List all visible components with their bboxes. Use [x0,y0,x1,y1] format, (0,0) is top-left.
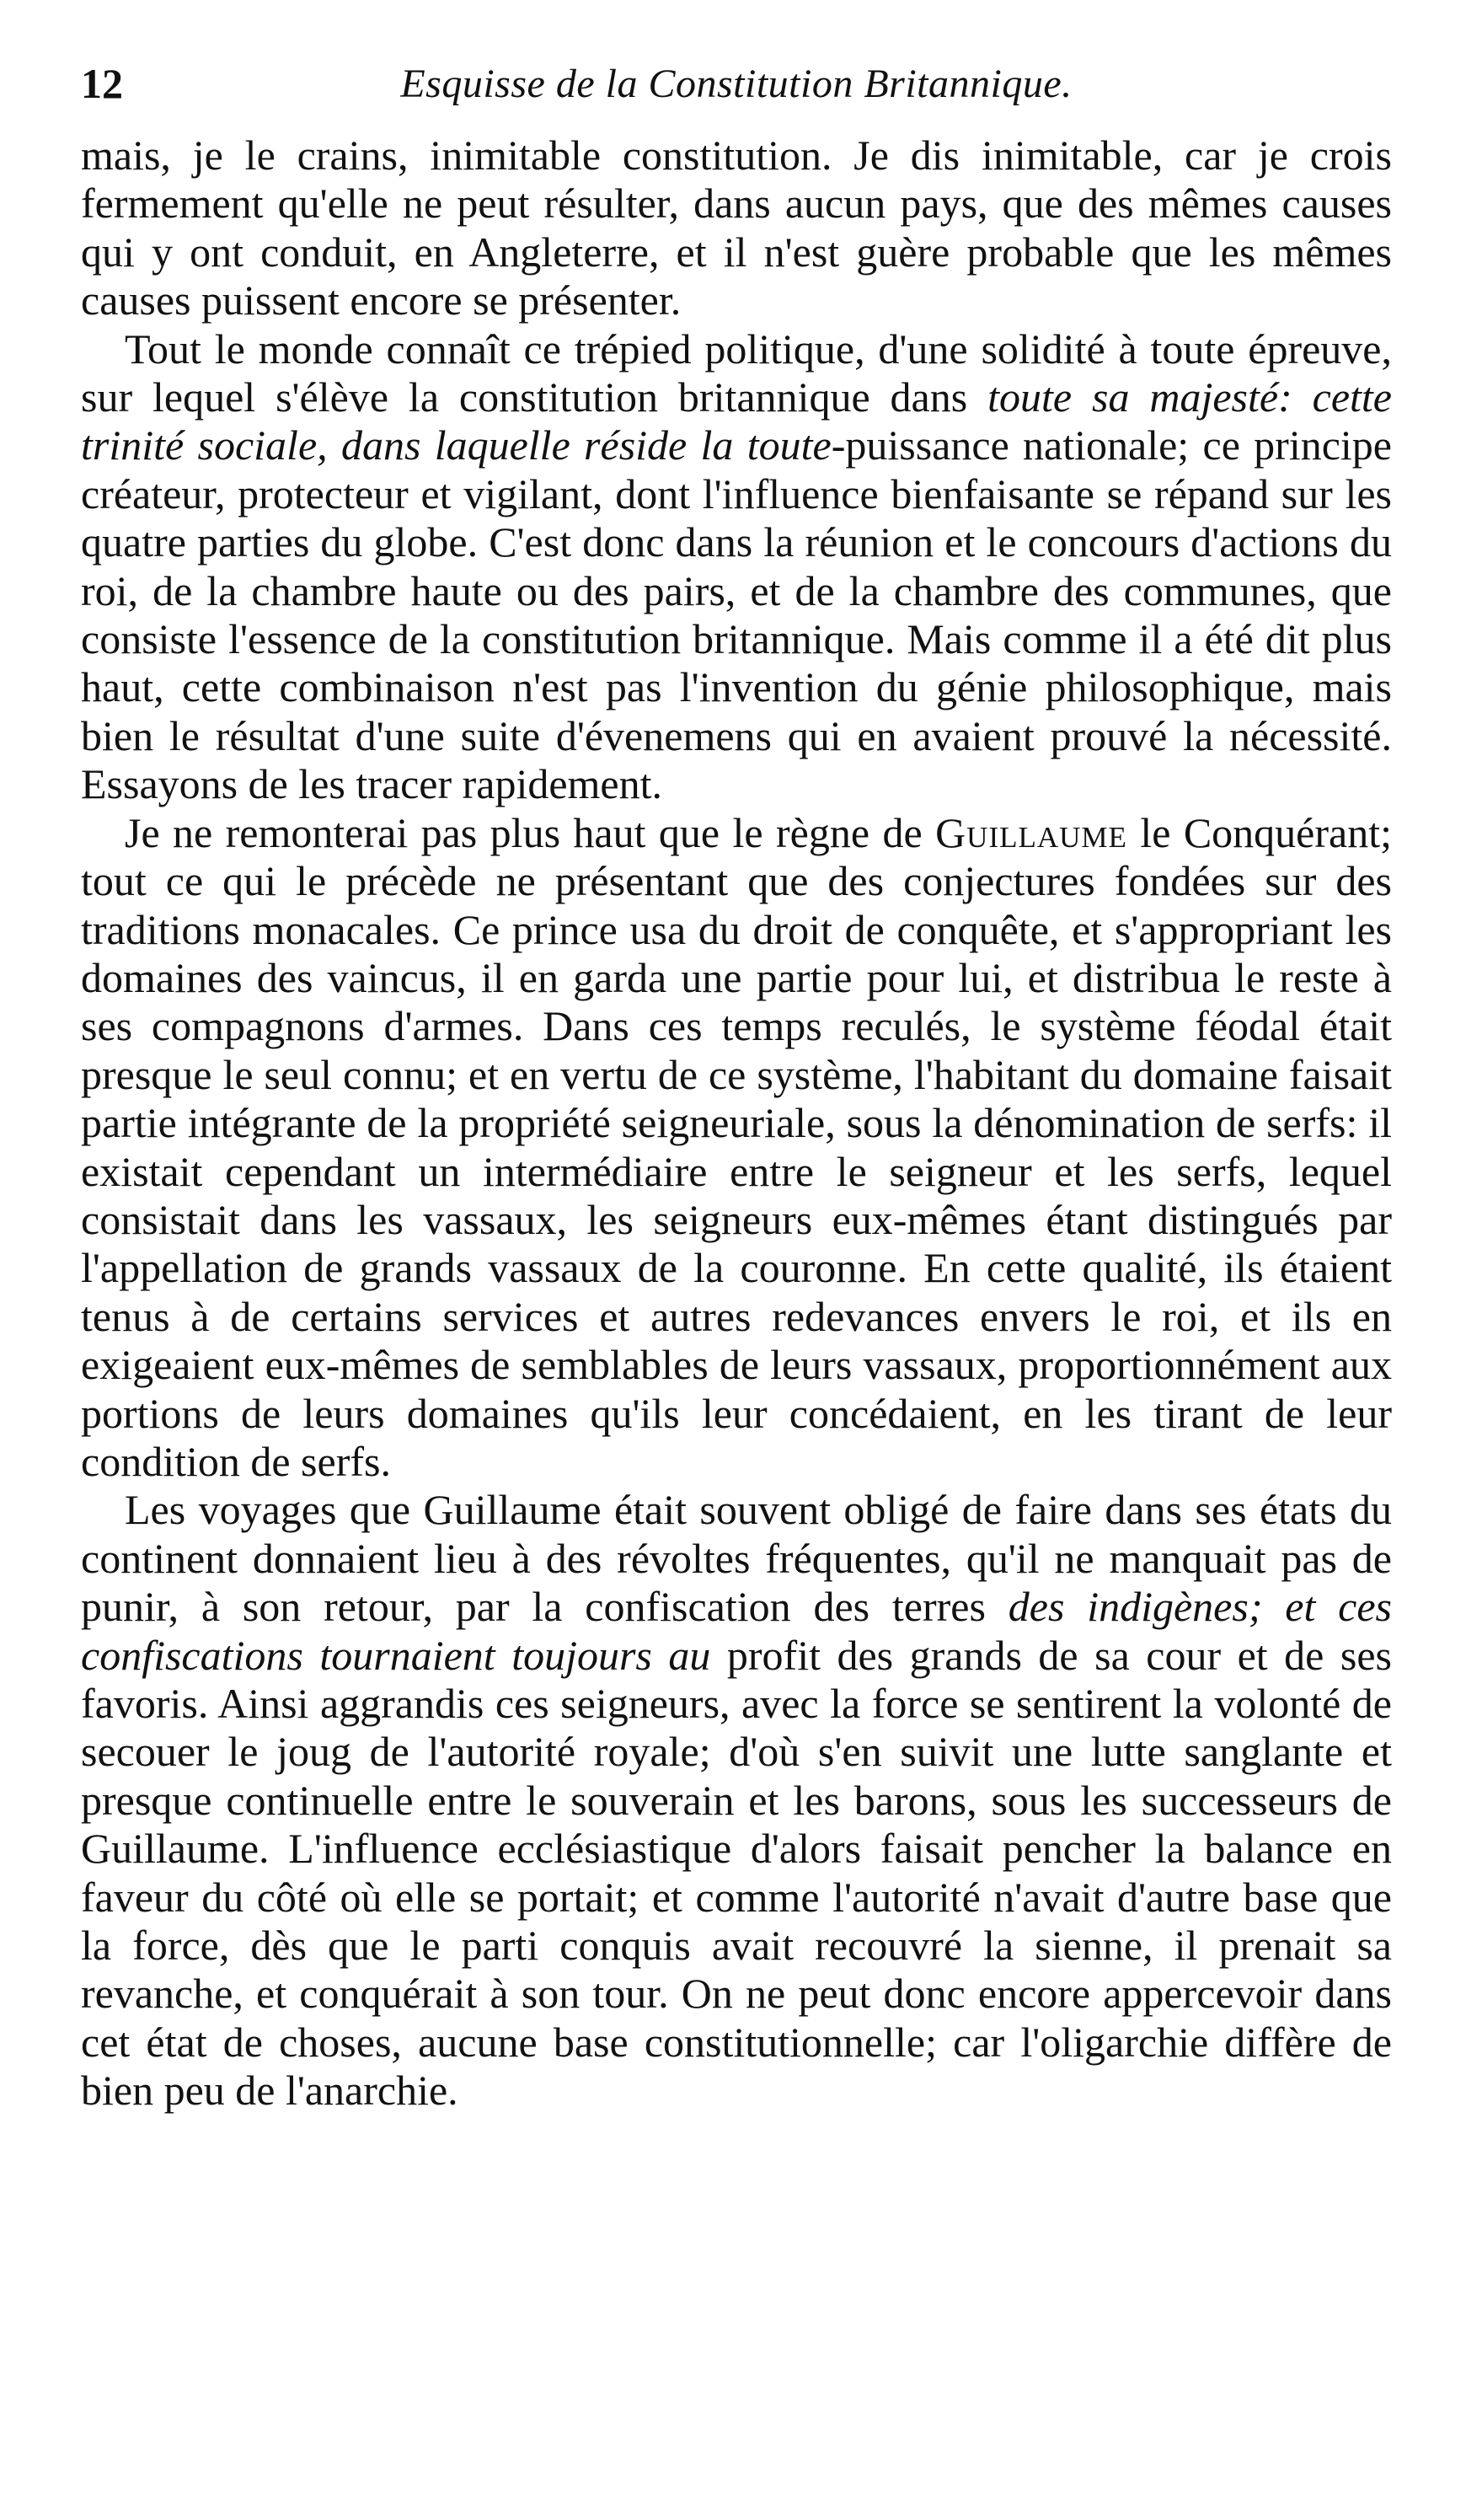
paragraph-1 [81,131,1392,325]
paragraph-2-italic: toute sa majesté: cette trinité sociale, dans laquelle réside la toute- [81,373,1393,469]
paragraph-4-text-start: Les voyages que Guillaume était souvent obligé de faire dans ses états du continent donnaient lieu à des révoltes fréquentes, qu'il ne manquait pas de punir, à son retour, par la confiscation des terres [81,1486,1392,1631]
page-number: 12 [81,60,123,107]
page [81,51,1392,2115]
page-header [81,51,1392,126]
paragraph-3 [81,809,1392,1487]
paragraph-3-text-end: le Conquérant; tout ce qui le précède ne présentant que des conjectures fondées sur des traditions monacales. Ce prince usa du droit de conquête, et s'appropriant les domaines des vaincus, il en garda une partie pour lui, et distribua le reste à ses compagnons d'armes. Dans ces temps reculés, le système féodal était presque le seul connu; et en vertu de ce système, l'habitant du domaine faisait partie intégrante de la propriété seigneuriale, sous la dénomination de serfs: il existait cependant un intermédiaire entre le seigneur et les serfs, lequel consistait dans les vassaux, les seigneurs eux-mêmes étant distingués par l'appellation de grands vassaux de la couronne. En cette qualité, ils étaient tenus à de certains services et autres redevances envers le roi, et ils en exigeaient eux-mêmes de semblables de leurs vassaux, proportionnément aux portions de leurs domaines qu'ils leur concédaient, en les tirant de leur condition de serfs. [81,808,1392,1485]
paragraph-3-smallcaps-name: Guillaume [935,808,1127,856]
body-text [81,131,1392,2115]
paragraph-2-text-start: Tout le monde connaît ce trépied politique, d'une solidité à toute épreuve, sur lequel s'élève la constitution britannique dans [81,324,1392,421]
paragraph-4 [81,1486,1392,2115]
paragraph-3-text-start: Je ne remonterai pas plus haut que le règne de [125,808,936,856]
paragraph-2 [81,325,1392,809]
paragraph-2-text-end: puissance nationale; ce principe créateur, protecteur et vigilant, dont l'influence bienfaisante se répand sur les quatre parties du globe. C'est donc dans la réunion et le concours d'actions du roi, de la chambre haute ou des pairs, et de la chambre des communes, que consiste l'essence de la constitution britannique. Mais comme il a été dit plus haut, cette combinaison n'est pas l'invention du génie philosophique, mais bien le résultat d'une suite d'évenemens qui en avaient prouvé la nécessité. Essayons de les tracer rapidement. [81,421,1393,808]
running-title: Esquisse de la Constitution Britannique. [400,62,1073,106]
paragraph-4-text-end: profit des grands de sa cour et de ses favoris. Ainsi aggrandis ces seigneurs, avec la force se sentirent la volonté de secouer le joug de l'autorité royale; d'où s'en suivit une lutte sanglante et presque continuelle entre le souverain et les barons, sous les successeurs de Guillaume. L'influence ecclésiastique d'alors faisait pencher la balance en faveur du côté où elle se portait; et comme l'autorité n'avait d'autre base que la force, dès que le parti conquis avait recouvré la sienne, il prenait sa revanche, et conquérait à son tour. On ne peut donc encore appercevoir dans cet état de choses, aucune base constitutionnelle; car l'oligarchie diffère de bien peu de l'anarchie. [81,1631,1392,2115]
paragraph-4-italic: des indigènes; et ces confiscations tournaient toujours au [81,1583,1393,1679]
paragraph-1-text: mais, je le crains, inimitable constitution. Je dis inimitable, car je crois fermement qu'elle ne peut résulter, dans aucun pays, que des mêmes causes qui y ont conduit, en Angleterre, et il n'est guère probable que les mêmes causes puissent encore se présenter. [81,131,1392,324]
